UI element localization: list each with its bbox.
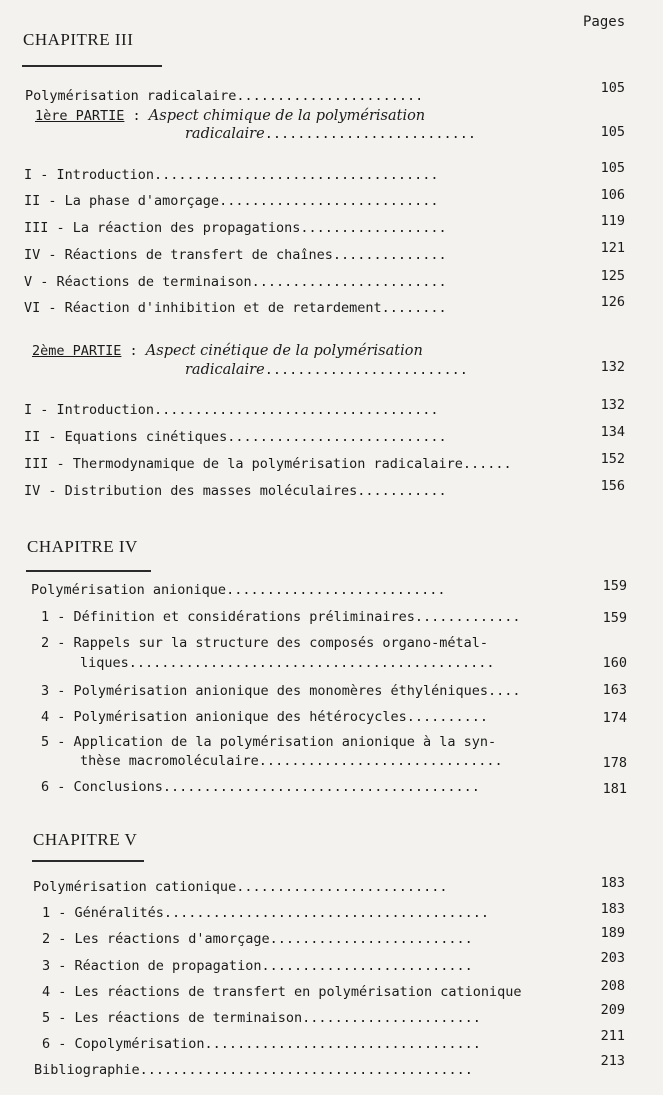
part-2-heading-cont: radicalaire......................... bbox=[185, 362, 468, 378]
page-number: 126 bbox=[600, 294, 625, 310]
page-number: 134 bbox=[600, 424, 625, 440]
toc-entry: Polymérisation cationique.......................... bbox=[33, 879, 448, 895]
toc-entry: I - Introduction................................... bbox=[24, 167, 439, 183]
page-number: 213 bbox=[600, 1053, 625, 1069]
page-number: 203 bbox=[600, 950, 625, 966]
page-number: 183 bbox=[600, 901, 625, 917]
toc-entry-bibliography: Bibliographie......................................... bbox=[34, 1062, 473, 1078]
page-number: 152 bbox=[600, 451, 625, 467]
toc-entry: VI - Réaction d'inhibition et de retardement........ bbox=[24, 300, 447, 316]
toc-entry: 6 - Copolymérisation.................................. bbox=[42, 1036, 481, 1052]
page-number: 156 bbox=[600, 478, 625, 494]
part-2-label: 2ème PARTIE bbox=[32, 343, 122, 359]
toc-entry: Polymérisation anionique........................... bbox=[31, 582, 446, 598]
page-number: 105 bbox=[600, 160, 625, 176]
page-number: 208 bbox=[600, 978, 625, 994]
page-number: 105 bbox=[600, 124, 625, 140]
page-number: 132 bbox=[600, 397, 625, 413]
page-number: 209 bbox=[600, 1002, 625, 1018]
part-2-heading: 2ème PARTIE : Aspect cinétique de la polymérisation bbox=[32, 343, 423, 359]
chapter-4-title: CHAPITRE IV bbox=[27, 537, 138, 556]
page-number: 119 bbox=[600, 213, 625, 229]
page-number: 159 bbox=[602, 578, 627, 594]
page-number: 181 bbox=[602, 781, 627, 797]
toc-entry: 2 - Rappels sur la structure des composés organo-métal- bbox=[41, 635, 489, 651]
toc-entry: 2 - Les réactions d'amorçage......................... bbox=[42, 931, 473, 947]
page-number: 105 bbox=[600, 80, 625, 96]
toc-entry: 1 - Généralités........................................ bbox=[42, 905, 490, 921]
toc-entry: 3 - Réaction de propagation.......................... bbox=[42, 958, 473, 974]
toc-entry: 4 - Polymérisation anionique des hétérocycles.......... bbox=[41, 709, 489, 725]
page-number: 159 bbox=[602, 610, 627, 626]
page-number: 121 bbox=[600, 240, 625, 256]
page-number: 189 bbox=[600, 925, 625, 941]
chapter-5-rule bbox=[32, 860, 144, 862]
part-1-title: Aspect chimique de la polymérisation bbox=[148, 108, 426, 124]
page-number: 125 bbox=[600, 268, 625, 284]
page-number: 106 bbox=[600, 187, 625, 203]
part-1-label: 1ère PARTIE bbox=[35, 108, 125, 124]
toc-entry: II - Equations cinétiques........................... bbox=[24, 429, 447, 445]
page-number: 211 bbox=[600, 1028, 625, 1044]
chapter-3-rule bbox=[22, 65, 162, 67]
toc-entry: III - La réaction des propagations.................. bbox=[24, 220, 447, 236]
page-number: 163 bbox=[602, 682, 627, 698]
page-number: 160 bbox=[602, 655, 627, 671]
toc-entry: 5 - Application de la polymérisation anionique à la syn- bbox=[41, 734, 497, 750]
part-1-heading: 1ère PARTIE : Aspect chimique de la polymérisation bbox=[35, 108, 426, 124]
page-number: 183 bbox=[600, 875, 625, 891]
toc-entry: 4 - Les réactions de transfert en polymérisation cationique bbox=[42, 984, 522, 1000]
toc-entry: 6 - Conclusions....................................... bbox=[41, 779, 480, 795]
part-1-heading-cont: radicalaire.......................... bbox=[185, 126, 477, 142]
toc-entry-cont: thèse macromoléculaire.............................. bbox=[80, 753, 503, 769]
toc-entry: 3 - Polymérisation anionique des monomères éthyléniques.... bbox=[41, 683, 521, 699]
toc-entry: I - Introduction................................... bbox=[24, 402, 439, 418]
toc-entry: 5 - Les réactions de terminaison...................... bbox=[42, 1010, 481, 1026]
page-number: 174 bbox=[602, 710, 627, 726]
toc-entry: V - Réactions de terminaison........................ bbox=[24, 274, 447, 290]
chapter-5-title: CHAPITRE V bbox=[33, 830, 138, 849]
part-2-title: Aspect cinétique de la polymérisation bbox=[145, 343, 423, 359]
pages-column-header: Pages bbox=[583, 14, 626, 30]
toc-entry: Polymérisation radicalaire....................... bbox=[25, 88, 424, 104]
toc-entry: 1 - Définition et considérations préliminaires............. bbox=[41, 609, 521, 625]
toc-entry: III - Thermodynamique de la polymérisation radicalaire...... bbox=[24, 456, 512, 472]
page-number: 178 bbox=[602, 755, 627, 771]
toc-entry: IV - Réactions de transfert de chaînes.............. bbox=[24, 247, 447, 263]
toc-entry: II - La phase d'amorçage........................... bbox=[24, 193, 439, 209]
page-number: 132 bbox=[600, 359, 625, 375]
chapter-4-rule bbox=[26, 570, 151, 572]
toc-entry-cont: liques............................................. bbox=[80, 655, 495, 671]
toc-entry: IV - Distribution des masses moléculaires........... bbox=[24, 483, 447, 499]
chapter-3-title: CHAPITRE III bbox=[23, 30, 134, 49]
